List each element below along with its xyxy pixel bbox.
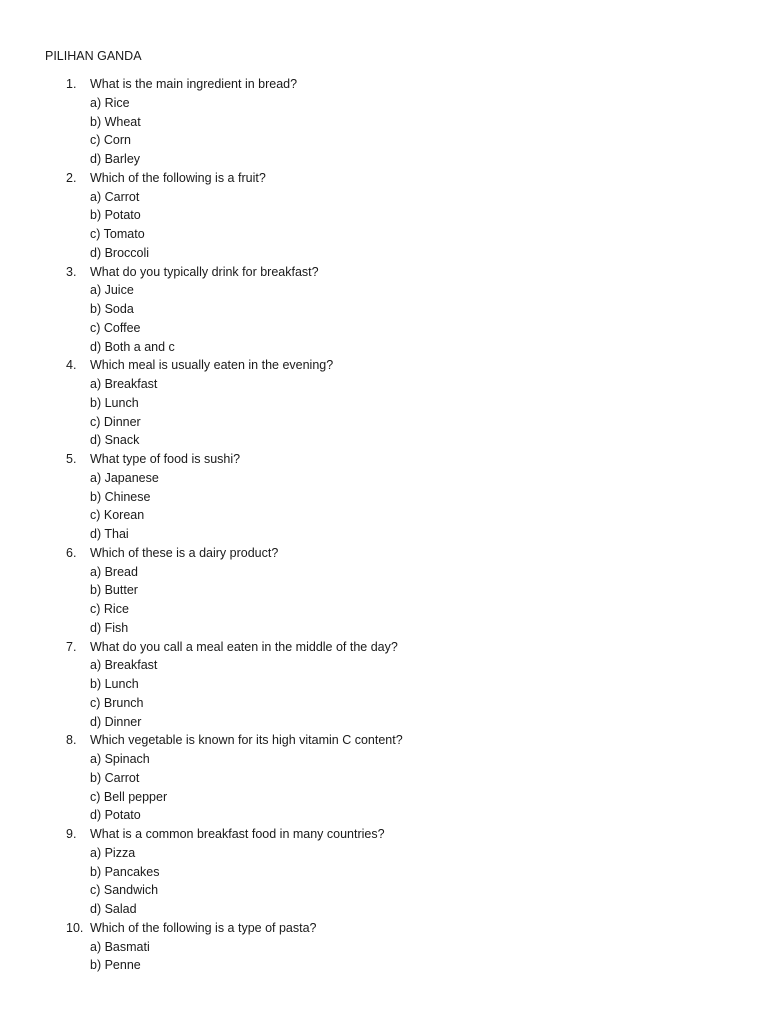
question-item [0,263,403,357]
question-text: What is a common breakfast food in many countries? [90,827,385,841]
option-list [0,94,403,169]
answer-option: d) Barley [90,152,141,166]
question-number: 1. [66,77,77,91]
question-text: Which vegetable is known for its high vitamin C content? [90,733,403,748]
question-text: Which of these is a dairy product? [90,545,279,560]
question-number: 3. [66,264,77,279]
answer-option: a) Juice [90,283,134,298]
answer-option: a) Pizza [90,845,136,860]
answer-option: d) Both a and c [90,339,175,354]
answer-option: d) Thai [90,527,129,541]
option-list [0,188,403,263]
question-number: 10. [66,920,84,935]
answer-option: d) Fish [90,620,129,635]
question-item [0,75,403,169]
answer-option: c) Tomato [90,227,145,241]
question-number: 7. [66,639,77,654]
option-list [0,563,403,638]
question-text: Which meal is usually eaten in the evening? [90,358,334,373]
question-number: 2. [66,170,77,185]
answer-option: d) Dinner [90,714,142,729]
answer-option: a) Breakfast [90,377,158,391]
answer-option: c) Coffee [90,320,141,335]
document-title: PILIHAN GANDA [45,49,142,63]
question-number: 4. [66,358,77,373]
question-number: 5. [66,452,77,466]
answer-option: a) Spinach [90,752,150,766]
option-list [0,281,403,356]
question-item [0,825,403,919]
answer-option: c) Corn [90,133,131,148]
answer-option: a) Rice [90,95,130,110]
question-item [0,731,403,825]
answer-option: b) Potato [90,208,141,223]
answer-option: b) Lunch [90,677,139,691]
answer-option: c) Dinner [90,414,141,429]
option-list [0,844,403,919]
question-text: Which of the following is a fruit? [90,170,266,185]
answer-option: b) Carrot [90,770,140,785]
option-list [0,656,403,731]
question-item [0,919,403,975]
question-text: What type of food is sushi? [90,452,241,466]
answer-option: d) Snack [90,433,140,448]
question-number: 6. [66,545,77,560]
answer-option: d) Salad [90,902,137,916]
answer-option: c) Bell pepper [90,789,168,804]
answer-option: a) Japanese [90,470,159,485]
question-number: 8. [66,733,77,748]
question-item [0,638,403,732]
question-number: 9. [66,827,77,841]
answer-option: c) Sandwich [90,883,159,898]
answer-option: c) Korean [90,508,145,523]
answer-option: b) Soda [90,302,134,316]
answer-option: b) Pancakes [90,864,160,879]
question-item [0,356,403,450]
answer-option: a) Basmati [90,939,150,954]
answer-option: b) Penne [90,958,141,973]
answer-option: b) Chinese [90,489,151,504]
option-list [0,375,403,450]
option-list [0,750,403,825]
question-item [0,450,403,544]
question-text: What do you typically drink for breakfast? [90,264,319,279]
question-text: What is the main ingredient in bread? [90,77,298,91]
answer-option: c) Rice [90,602,129,616]
answer-option: b) Lunch [90,395,139,410]
answer-option: d) Potato [90,808,141,823]
answer-option: a) Carrot [90,189,140,204]
answer-option: b) Butter [90,583,138,598]
question-list [0,75,403,975]
question-item [0,169,403,263]
question-item [0,544,403,638]
answer-option: a) Bread [90,564,138,579]
answer-option: b) Wheat [90,114,141,129]
answer-option: d) Broccoli [90,245,150,260]
option-list [0,938,403,976]
answer-option: a) Breakfast [90,658,158,673]
answer-option: c) Brunch [90,695,144,710]
question-text: What do you call a meal eaten in the middle of the day? [90,639,398,654]
question-text: Which of the following is a type of pasta? [90,920,317,935]
option-list [0,469,403,544]
